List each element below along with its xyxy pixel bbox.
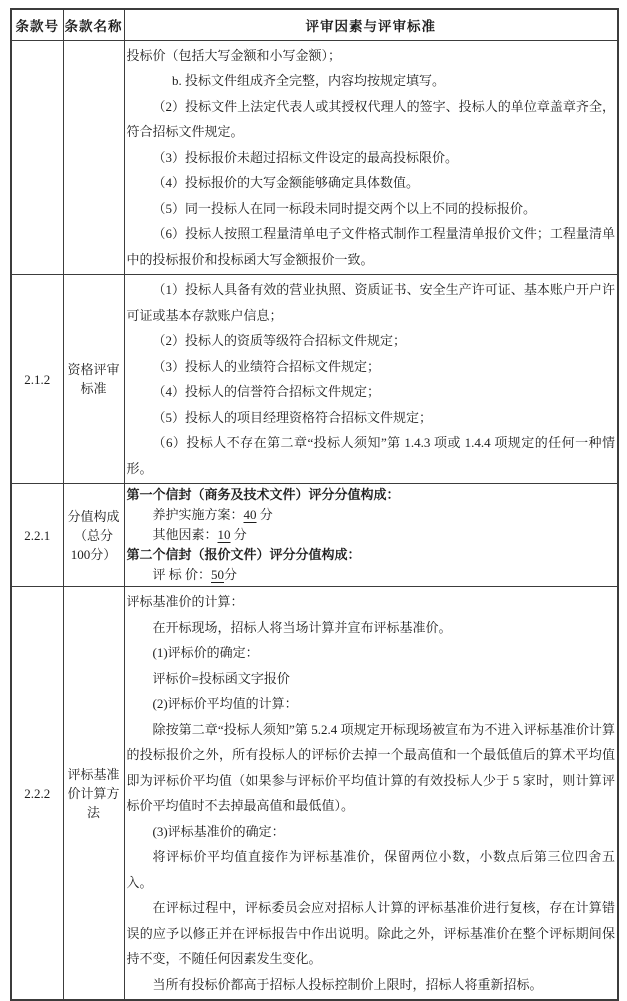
paragraph — [127, 379, 616, 405]
text-segment: 在开标现场，招标人将当场计算并宣布评标基准价。 — [152, 619, 452, 635]
table-row — [11, 484, 618, 587]
text-segment: 在评标过程中，评标委员会应对招标人计算的评标基准价进行复核，存在计算错误的应予以修正并在评标报告中作出说明。除此之外，评标基准价在整个评标期间保持不变，不随任何因素发生变化。 — [126, 900, 615, 966]
text-segment: (3)评标基准价的确定： — [152, 823, 285, 839]
paragraph — [127, 666, 616, 692]
underlined-value: 40 — [243, 507, 257, 522]
text-segment: b. 投标文件组成齐全完整，内容均按规定填写。 — [172, 73, 446, 88]
table-row — [11, 40, 618, 275]
paragraph — [127, 430, 616, 481]
paragraph — [127, 972, 616, 998]
table-row — [11, 275, 618, 484]
paragraph — [127, 405, 616, 431]
paragraph — [127, 717, 616, 819]
paragraph — [127, 545, 616, 565]
clause-number-cell: 2.2.2 — [11, 587, 63, 1001]
text-segment: 养护实施方案： — [152, 507, 244, 522]
paragraph — [127, 819, 616, 845]
header-clause-name: 条款名称 — [63, 9, 124, 40]
paragraph — [127, 640, 616, 666]
paragraph — [127, 328, 616, 354]
paragraph — [127, 589, 616, 615]
underlined-value: 50 — [211, 567, 225, 582]
text-segment: 第二个信封（报价文件）评分分值构成： — [126, 547, 361, 562]
text-segment: （4）投标人的信誉符合招标文件规定； — [152, 384, 381, 399]
text-segment: 分 — [224, 567, 238, 582]
paragraph — [127, 615, 616, 641]
criteria-cell — [124, 587, 618, 1001]
paragraph — [127, 145, 616, 171]
text-segment: 投标价（包括大写金额和小写金额）； — [126, 47, 342, 63]
paragraph — [127, 895, 616, 972]
clause-name-cell: 评标基准价计算方法 — [63, 587, 124, 1001]
text-segment: 评标基准价的计算： — [126, 594, 244, 609]
paragraph — [127, 43, 616, 69]
text-segment: （1）投标人具备有效的营业执照、资质证书、安全生产许可证、基本账户开户许可证或基本存款账户信息； — [126, 282, 615, 323]
text-segment: （6）投标人按照工程量清单电子文件格式制作工程量清单报价文件；工程量清单中的投标报价和投标函大写金额报价一致。 — [126, 226, 615, 267]
paragraph — [127, 565, 616, 585]
table-header-row — [11, 9, 618, 40]
clause-number-cell: 2.2.1 — [11, 484, 63, 587]
text-segment: 将评标价平均值直接作为评标基准价，保留两位小数，小数点后第三位四舍五入。 — [126, 849, 615, 890]
text-segment: （3）投标报价未超过招标文件设定的最高投标限价。 — [152, 149, 459, 165]
clause-number-cell: 2.1.2 — [11, 275, 63, 484]
text-segment: 当所有投标价都高于招标人投标控制价上限时，招标人将重新招标。 — [152, 976, 543, 992]
text-segment: (1)评标价的确定： — [152, 645, 259, 660]
paragraph — [127, 525, 616, 545]
paragraph — [127, 691, 616, 717]
paragraph — [127, 844, 616, 895]
paragraph — [127, 94, 616, 145]
clause-name-cell: 资格评审标准 — [63, 275, 124, 484]
text-segment: （3）投标人的业绩符合招标文件规定； — [152, 358, 381, 374]
text-segment: (2)评标价平均值的计算： — [152, 696, 298, 711]
paragraph — [127, 485, 616, 505]
paragraph — [127, 170, 616, 196]
table-row — [11, 587, 618, 1001]
text-segment: （2）投标人的资质等级符合招标文件规定； — [152, 333, 407, 348]
header-criteria: 评审因素与评审标准 — [124, 9, 618, 40]
clause-name-cell: 分值构成（总分100分） — [63, 484, 124, 587]
criteria-cell — [124, 40, 618, 275]
text-segment: 其他因素： — [152, 527, 218, 542]
criteria-cell — [124, 275, 618, 484]
paragraph — [127, 505, 616, 525]
text-segment: 除按第二章“投标人须知”第 5.2.4 项规定开标现场被宣布为不进入评标基准价计算的投标报价之外，所有投标人的评标价去掉一个最高值和一个最低值后的算术平均值即为评标价平均值（如果参与评标价平均值计算的有效投标人少于 5 家时，则计算评标价平均值时不去掉最高值和最低值）。 — [126, 721, 615, 813]
paragraph — [127, 277, 616, 328]
paragraph — [127, 196, 616, 222]
text-segment: 分 — [230, 527, 247, 542]
text-segment: （4）投标报价的大写金额能够确定具体数值。 — [152, 175, 420, 190]
clause-number-cell — [11, 40, 63, 275]
criteria-cell — [124, 484, 618, 587]
underlined-value: 10 — [217, 527, 231, 542]
text-segment: 评 标 价： — [152, 567, 212, 582]
paragraph — [127, 354, 616, 380]
table-body — [11, 40, 618, 1000]
text-segment: （6）投标人不存在第二章“投标人须知”第 1.4.3 项或 1.4.4 项规定的任何一种情形。 — [126, 435, 615, 476]
evaluation-criteria-table — [10, 8, 619, 1001]
paragraph — [127, 68, 616, 94]
paragraph — [127, 221, 616, 272]
text-segment: （5）投标人的项目经理资格符合招标文件规定； — [152, 409, 433, 425]
text-segment: 第一个信封（商务及技术文件）评分分值构成： — [126, 487, 400, 502]
text-segment: 评标价=投标函文字报价 — [152, 670, 290, 686]
text-segment: 分 — [256, 507, 273, 522]
clause-name-cell — [63, 40, 124, 275]
header-clause-number: 条款号 — [11, 9, 63, 40]
text-segment: （2）投标文件上法定代表人或其授权代理人的签字、投标人的单位章盖章齐全，符合招标文件规定。 — [126, 98, 615, 139]
text-segment: （5）同一投标人在同一标段未同时提交两个以上不同的投标报价。 — [152, 200, 537, 216]
